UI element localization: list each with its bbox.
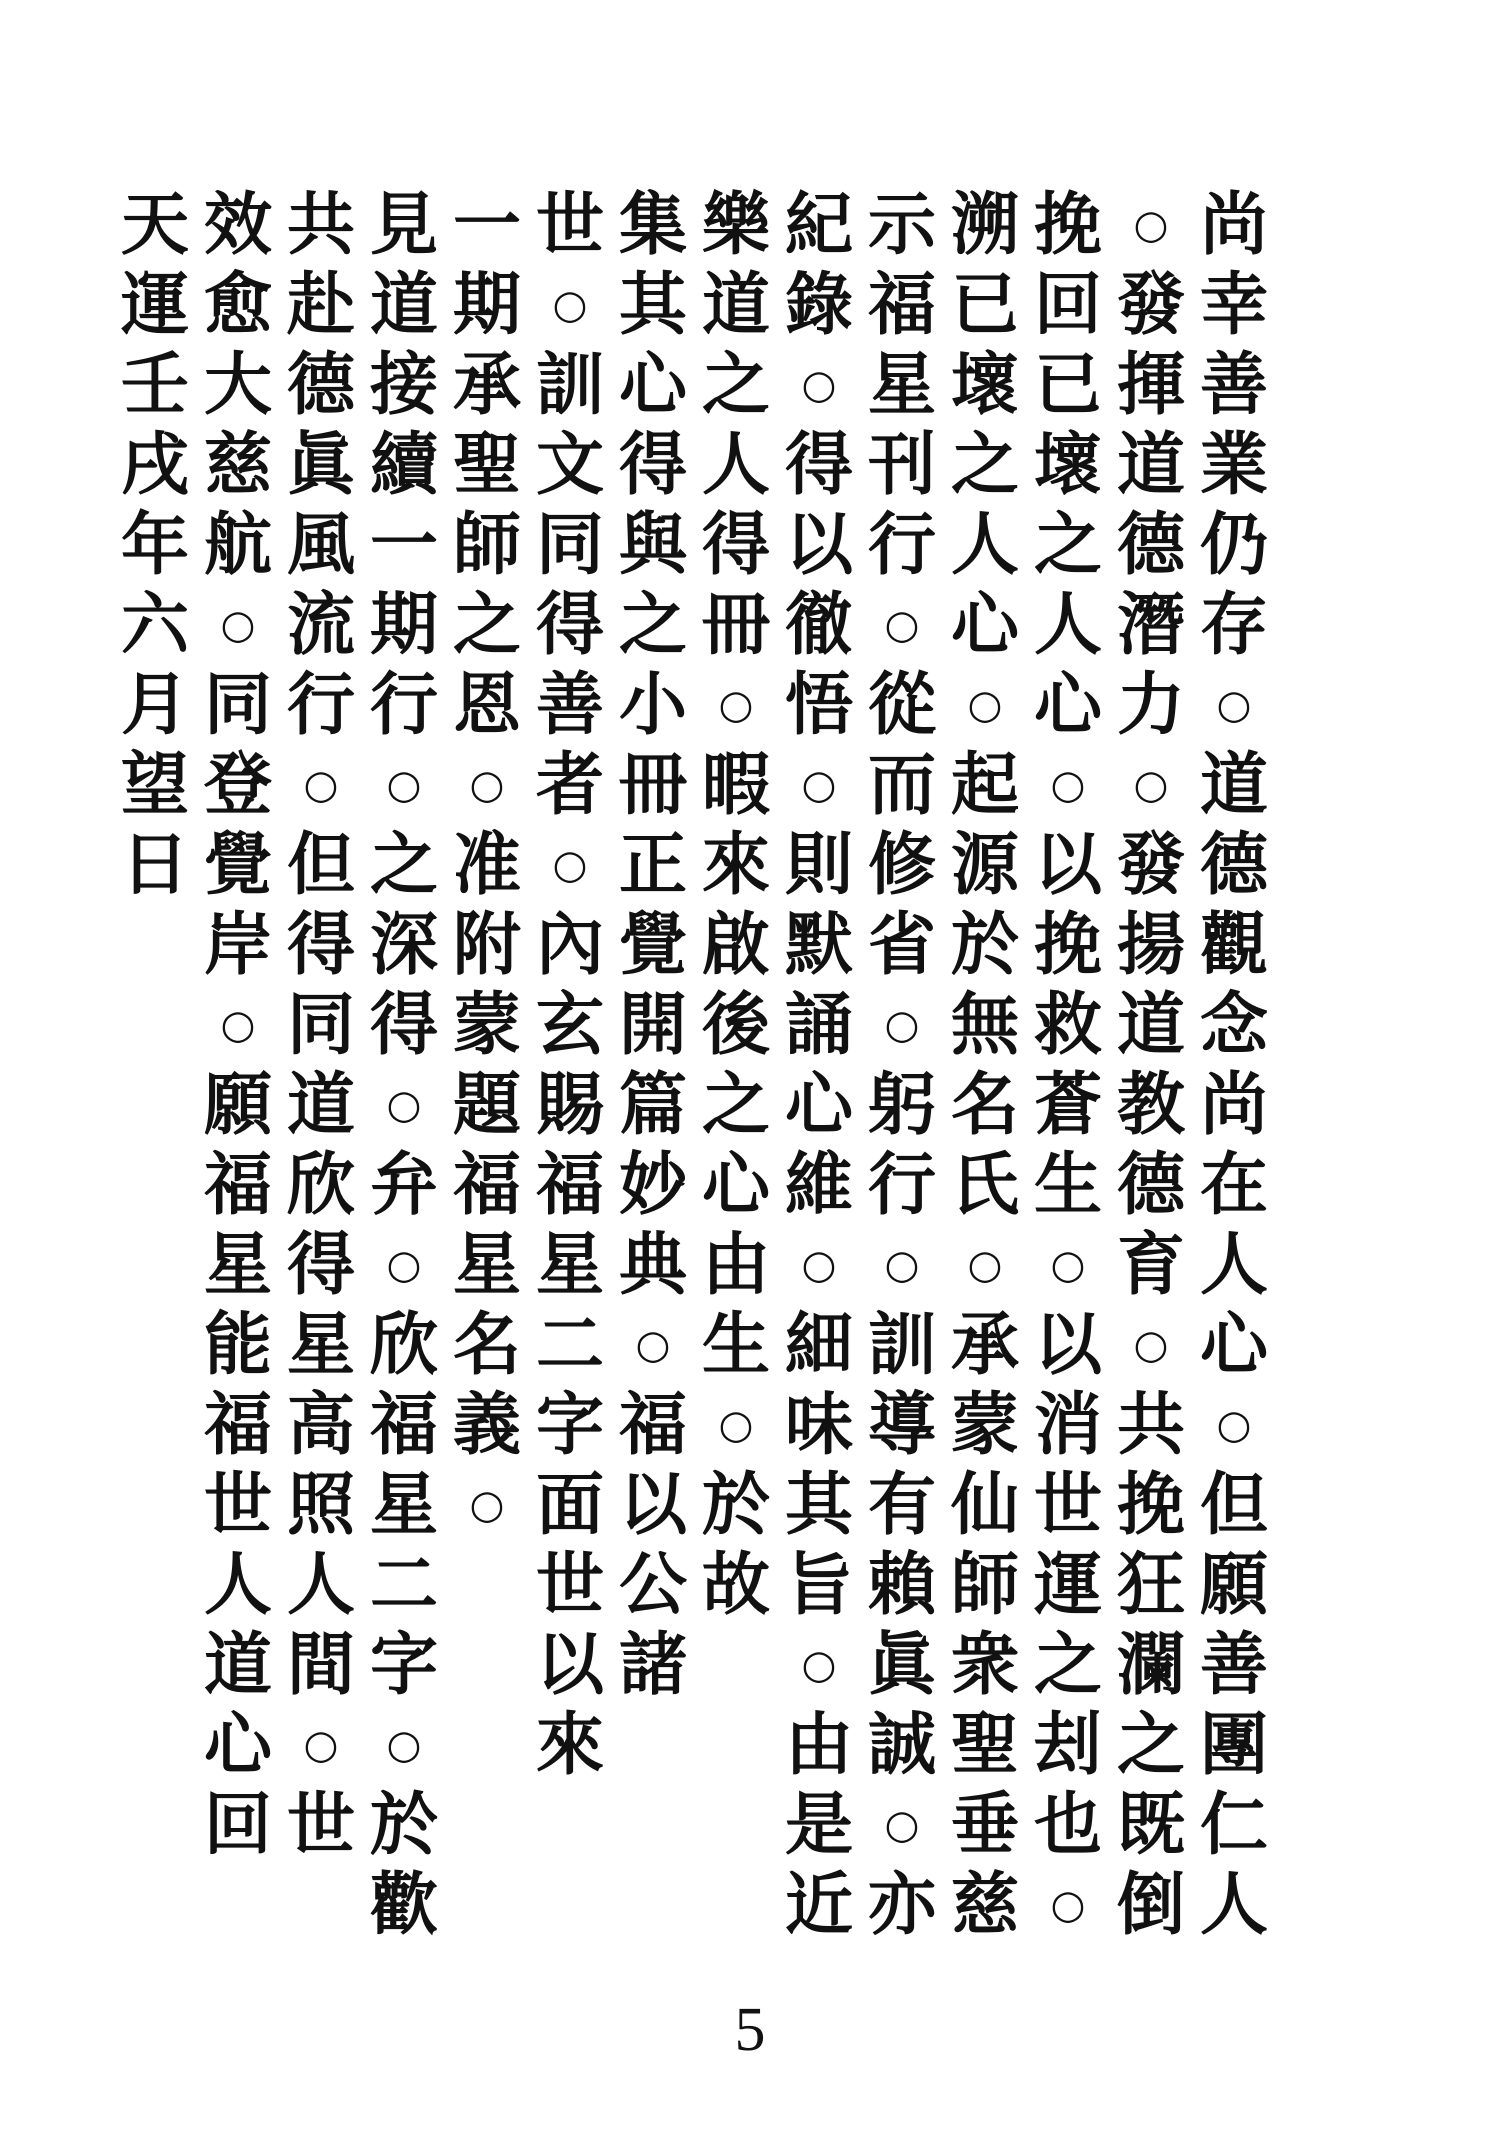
punctuation-circle: ○ xyxy=(220,602,256,648)
punctuation-circle: ○ xyxy=(386,762,422,808)
text-character: 之 xyxy=(701,345,770,425)
text-character: 照 xyxy=(286,1465,355,1545)
text-character: 福 xyxy=(369,1385,438,1465)
text-character: 行 xyxy=(867,505,936,585)
text-character: 倒 xyxy=(1116,1865,1185,1945)
text-character: 業 xyxy=(1199,425,1268,505)
text-character: 開 xyxy=(618,985,687,1065)
text-character: 面 xyxy=(535,1465,604,1545)
text-character: 同 xyxy=(203,665,272,745)
text-character: 但 xyxy=(286,825,355,905)
text-column xyxy=(114,185,196,905)
text-character: 赴 xyxy=(286,265,355,345)
text-character: 以 xyxy=(784,505,853,585)
text-character: 世 xyxy=(535,1545,604,1625)
text-column xyxy=(1193,185,1275,1945)
text-character: 行 xyxy=(286,665,355,745)
text-character: 近 xyxy=(784,1865,853,1945)
text-character: 育 xyxy=(1116,1225,1185,1305)
text-character: 正 xyxy=(618,825,687,905)
text-character: 二 xyxy=(535,1305,604,1385)
text-character: 篇 xyxy=(618,1065,687,1145)
punctuation-circle: ○ xyxy=(801,362,837,408)
text-character: 福 xyxy=(203,1385,272,1465)
text-character: 救 xyxy=(1033,985,1102,1065)
text-character: 星 xyxy=(867,345,936,425)
text-character: 於 xyxy=(950,905,1019,985)
text-character: 由 xyxy=(784,1705,853,1785)
text-character: 師 xyxy=(950,1545,1019,1625)
text-character: 集 xyxy=(618,185,687,265)
text-character: 星 xyxy=(452,1225,521,1305)
text-character: 得 xyxy=(701,505,770,585)
text-character: 風 xyxy=(286,505,355,585)
punctuation-circle: ○ xyxy=(884,1802,920,1848)
text-character: 細 xyxy=(784,1305,853,1385)
text-character: 恩 xyxy=(452,665,521,745)
text-character: 續 xyxy=(369,425,438,505)
punctuation-circle: ○ xyxy=(801,1642,837,1688)
text-character: 狂 xyxy=(1116,1545,1185,1625)
text-character: 世 xyxy=(203,1465,272,1545)
text-character: 回 xyxy=(1033,265,1102,345)
text-character: 修 xyxy=(867,825,936,905)
text-character: 而 xyxy=(867,745,936,825)
text-character: 行 xyxy=(867,1145,936,1225)
text-character: 之 xyxy=(701,1065,770,1145)
text-column xyxy=(529,185,611,1785)
text-column xyxy=(1110,185,1192,1945)
text-character: 亦 xyxy=(867,1865,936,1945)
text-character: 世 xyxy=(286,1785,355,1865)
text-character: 福 xyxy=(203,1145,272,1225)
text-character: 欣 xyxy=(369,1305,438,1385)
text-character: 眞 xyxy=(867,1625,936,1705)
text-character: 德 xyxy=(1116,1145,1185,1225)
text-character: 存 xyxy=(1199,585,1268,665)
text-character: 生 xyxy=(701,1305,770,1385)
punctuation-circle: ○ xyxy=(635,1322,671,1368)
text-character: 深 xyxy=(369,905,438,985)
text-character: 力 xyxy=(1116,665,1185,745)
text-character: 字 xyxy=(535,1385,604,1465)
text-character: 星 xyxy=(203,1225,272,1305)
punctuation-circle: ○ xyxy=(1133,762,1169,808)
text-character: 尚 xyxy=(1199,1065,1268,1145)
text-character: 道 xyxy=(1116,985,1185,1065)
text-character: 刊 xyxy=(867,425,936,505)
text-character: 眞 xyxy=(286,425,355,505)
text-character: 樂 xyxy=(701,185,770,265)
text-character: 願 xyxy=(1199,1545,1268,1625)
text-character: 有 xyxy=(867,1465,936,1545)
text-character: 既 xyxy=(1116,1785,1185,1865)
text-character: 道 xyxy=(701,265,770,345)
text-character: 壬 xyxy=(120,345,189,425)
text-character: 心 xyxy=(618,345,687,425)
text-character: 已 xyxy=(1033,345,1102,425)
text-character: 於 xyxy=(701,1465,770,1545)
text-character: 二 xyxy=(369,1545,438,1625)
text-character: 同 xyxy=(535,505,604,585)
text-character: 接 xyxy=(369,345,438,425)
text-character: 愈 xyxy=(203,265,272,345)
text-character: 歡 xyxy=(369,1865,438,1945)
punctuation-circle: ○ xyxy=(967,682,1003,728)
text-character: 心 xyxy=(950,585,1019,665)
punctuation-circle: ○ xyxy=(386,1722,422,1768)
text-character: 人 xyxy=(286,1545,355,1625)
text-character: 人 xyxy=(1033,585,1102,665)
text-character: 以 xyxy=(535,1625,604,1705)
text-character: 聖 xyxy=(452,425,521,505)
text-character: 其 xyxy=(784,1465,853,1545)
text-character: 是 xyxy=(784,1785,853,1865)
text-character: 承 xyxy=(950,1305,1019,1385)
text-character: 期 xyxy=(369,585,438,665)
text-character: 旨 xyxy=(784,1545,853,1625)
text-character: 道 xyxy=(286,1065,355,1145)
text-character: 蒙 xyxy=(452,985,521,1065)
punctuation-circle: ○ xyxy=(1133,202,1169,248)
text-character: 維 xyxy=(784,1145,853,1225)
text-character: 已 xyxy=(950,265,1019,345)
text-character: 六 xyxy=(120,585,189,665)
text-character: 團 xyxy=(1199,1705,1268,1785)
text-character: 得 xyxy=(784,425,853,505)
text-character: 發 xyxy=(1116,265,1185,345)
text-character: 公 xyxy=(618,1545,687,1625)
text-character: 故 xyxy=(701,1545,770,1625)
text-character: 德 xyxy=(286,345,355,425)
punctuation-circle: ○ xyxy=(801,762,837,808)
text-character: 幸 xyxy=(1199,265,1268,345)
text-character: 由 xyxy=(701,1225,770,1305)
text-character: 仍 xyxy=(1199,505,1268,585)
text-character: 與 xyxy=(618,505,687,585)
punctuation-circle: ○ xyxy=(386,1242,422,1288)
text-character: 之 xyxy=(1033,505,1102,585)
text-character: 福 xyxy=(867,265,936,345)
text-character: 題 xyxy=(452,1065,521,1145)
text-character: 徹 xyxy=(784,585,853,665)
text-character: 省 xyxy=(867,905,936,985)
text-character: 瀾 xyxy=(1116,1625,1185,1705)
text-character: 揚 xyxy=(1116,905,1185,985)
text-character: 義 xyxy=(452,1385,521,1465)
punctuation-circle: ○ xyxy=(967,1242,1003,1288)
text-character: 揮 xyxy=(1116,345,1185,425)
text-character: 准 xyxy=(452,825,521,905)
text-character: 共 xyxy=(286,185,355,265)
text-character: 月 xyxy=(120,665,189,745)
text-character: 在 xyxy=(1199,1145,1268,1225)
punctuation-circle: ○ xyxy=(220,1002,256,1048)
punctuation-circle: ○ xyxy=(386,1082,422,1128)
text-character: 垂 xyxy=(950,1785,1019,1865)
text-character: 消 xyxy=(1033,1385,1102,1465)
text-character: 望 xyxy=(120,745,189,825)
text-character: 來 xyxy=(701,825,770,905)
text-column xyxy=(197,185,279,1865)
text-character: 刦 xyxy=(1033,1705,1102,1785)
text-character: 生 xyxy=(1033,1145,1102,1225)
text-character: 示 xyxy=(867,185,936,265)
text-character: 紀 xyxy=(784,185,853,265)
text-character: 挽 xyxy=(1116,1465,1185,1545)
text-character: 溯 xyxy=(950,185,1019,265)
text-character: 也 xyxy=(1033,1785,1102,1865)
text-character: 賴 xyxy=(867,1545,936,1625)
text-character: 之 xyxy=(950,425,1019,505)
text-column xyxy=(695,185,777,1625)
text-character: 蒙 xyxy=(950,1385,1019,1465)
punctuation-circle: ○ xyxy=(469,762,505,808)
text-character: 其 xyxy=(618,265,687,345)
text-character: 來 xyxy=(535,1705,604,1785)
text-character: 壞 xyxy=(950,345,1019,425)
text-column xyxy=(612,185,694,1705)
text-character: 以 xyxy=(1033,825,1102,905)
text-character: 一 xyxy=(452,185,521,265)
text-character: 之 xyxy=(618,585,687,665)
text-character: 默 xyxy=(784,905,853,985)
text-character: 日 xyxy=(120,825,189,905)
text-column xyxy=(280,185,362,1865)
text-character: 覺 xyxy=(618,905,687,985)
text-character: 衆 xyxy=(950,1625,1019,1705)
text-character: 人 xyxy=(203,1545,272,1625)
text-character: 人 xyxy=(1199,1865,1268,1945)
text-character: 諸 xyxy=(618,1625,687,1705)
text-character: 共 xyxy=(1116,1385,1185,1465)
text-character: 大 xyxy=(203,345,272,425)
text-character: 玄 xyxy=(535,985,604,1065)
text-character: 從 xyxy=(867,665,936,745)
text-character: 挽 xyxy=(1033,185,1102,265)
text-character: 星 xyxy=(535,1225,604,1305)
punctuation-circle: ○ xyxy=(1050,1242,1086,1288)
text-character: 承 xyxy=(452,345,521,425)
text-character: 蒼 xyxy=(1033,1065,1102,1145)
punctuation-circle: ○ xyxy=(884,1242,920,1288)
text-character: 登 xyxy=(203,745,272,825)
punctuation-circle: ○ xyxy=(718,1402,754,1448)
text-character: 啟 xyxy=(701,905,770,985)
text-character: 冊 xyxy=(618,745,687,825)
text-character: 尚 xyxy=(1199,185,1268,265)
text-character: 名 xyxy=(452,1305,521,1385)
text-column xyxy=(861,185,943,1945)
text-character: 之 xyxy=(452,585,521,665)
text-character: 壞 xyxy=(1033,425,1102,505)
punctuation-circle: ○ xyxy=(801,1242,837,1288)
text-character: 道 xyxy=(369,265,438,345)
text-character: 人 xyxy=(1199,1225,1268,1305)
text-character: 文 xyxy=(535,425,604,505)
text-character: 冊 xyxy=(701,585,770,665)
punctuation-circle: ○ xyxy=(884,1002,920,1048)
text-character: 附 xyxy=(452,905,521,985)
text-character: 間 xyxy=(286,1625,355,1705)
text-character: 福 xyxy=(452,1145,521,1225)
punctuation-circle: ○ xyxy=(469,1482,505,1528)
text-character: 潛 xyxy=(1116,585,1185,665)
text-character: 訓 xyxy=(867,1305,936,1385)
text-character: 道 xyxy=(1199,745,1268,825)
text-character: 流 xyxy=(286,585,355,665)
text-character: 戌 xyxy=(120,425,189,505)
text-character: 師 xyxy=(452,505,521,585)
text-character: 錄 xyxy=(784,265,853,345)
text-character: 起 xyxy=(950,745,1019,825)
text-character: 訓 xyxy=(535,345,604,425)
text-character: 源 xyxy=(950,825,1019,905)
text-character: 善 xyxy=(1199,345,1268,425)
text-character: 聖 xyxy=(950,1705,1019,1785)
text-character: 福 xyxy=(618,1385,687,1465)
punctuation-circle: ○ xyxy=(884,602,920,648)
text-character: 回 xyxy=(203,1785,272,1865)
text-character: 心 xyxy=(1199,1305,1268,1385)
text-character: 之 xyxy=(1033,1625,1102,1705)
text-character: 後 xyxy=(701,985,770,1065)
text-character: 無 xyxy=(950,985,1019,1065)
punctuation-circle: ○ xyxy=(1050,1882,1086,1928)
text-character: 氏 xyxy=(950,1145,1019,1225)
text-character: 效 xyxy=(203,185,272,265)
page-number: 5 xyxy=(734,1996,766,2064)
text-character: 期 xyxy=(452,265,521,345)
punctuation-circle: ○ xyxy=(303,762,339,808)
text-character: 心 xyxy=(203,1705,272,1785)
text-character: 仁 xyxy=(1199,1785,1268,1865)
text-column xyxy=(944,185,1026,1945)
text-character: 內 xyxy=(535,905,604,985)
text-character: 字 xyxy=(369,1625,438,1705)
text-character: 人 xyxy=(950,505,1019,585)
text-character: 誦 xyxy=(784,985,853,1065)
text-character: 以 xyxy=(618,1465,687,1545)
text-character: 高 xyxy=(286,1385,355,1465)
text-column xyxy=(446,185,528,1545)
text-character: 心 xyxy=(701,1145,770,1225)
text-character: 世 xyxy=(535,185,604,265)
punctuation-circle: ○ xyxy=(1216,1402,1252,1448)
text-character: 道 xyxy=(1116,425,1185,505)
text-character: 者 xyxy=(535,745,604,825)
text-character: 慈 xyxy=(950,1865,1019,1945)
text-character: 福 xyxy=(535,1145,604,1225)
text-column xyxy=(1027,185,1109,1945)
text-character: 典 xyxy=(618,1225,687,1305)
text-character: 德 xyxy=(1199,825,1268,905)
text-character: 年 xyxy=(120,505,189,585)
text-character: 得 xyxy=(618,425,687,505)
text-character: 善 xyxy=(535,665,604,745)
text-character: 教 xyxy=(1116,1065,1185,1145)
text-character: 於 xyxy=(369,1785,438,1865)
text-character: 慈 xyxy=(203,425,272,505)
text-character: 得 xyxy=(286,905,355,985)
text-character: 同 xyxy=(286,985,355,1065)
text-character: 弁 xyxy=(369,1145,438,1225)
text-character: 名 xyxy=(950,1065,1019,1145)
text-character: 道 xyxy=(203,1625,272,1705)
text-character: 觀 xyxy=(1199,905,1268,985)
text-character: 之 xyxy=(369,825,438,905)
text-character: 運 xyxy=(120,265,189,345)
text-column xyxy=(778,185,860,1945)
text-character: 善 xyxy=(1199,1625,1268,1705)
text-character: 得 xyxy=(369,985,438,1065)
punctuation-circle: ○ xyxy=(1133,1322,1169,1368)
text-character: 岸 xyxy=(203,905,272,985)
punctuation-circle: ○ xyxy=(718,682,754,728)
text-character: 小 xyxy=(618,665,687,745)
text-character: 以 xyxy=(1033,1305,1102,1385)
text-character: 行 xyxy=(369,665,438,745)
text-character: 航 xyxy=(203,505,272,585)
text-character: 德 xyxy=(1116,505,1185,585)
text-character: 覺 xyxy=(203,825,272,905)
text-character: 仙 xyxy=(950,1465,1019,1545)
punctuation-circle: ○ xyxy=(1216,682,1252,728)
text-character: 世 xyxy=(1033,1465,1102,1545)
text-character: 星 xyxy=(286,1305,355,1385)
text-character: 得 xyxy=(535,585,604,665)
text-character: 妙 xyxy=(618,1145,687,1225)
text-character: 悟 xyxy=(784,665,853,745)
text-character: 得 xyxy=(286,1225,355,1305)
text-character: 願 xyxy=(203,1065,272,1145)
text-character: 但 xyxy=(1199,1465,1268,1545)
text-character: 心 xyxy=(784,1065,853,1145)
text-character: 運 xyxy=(1033,1545,1102,1625)
text-character: 則 xyxy=(784,825,853,905)
text-character: 暇 xyxy=(701,745,770,825)
text-character: 味 xyxy=(784,1385,853,1465)
text-character: 誠 xyxy=(867,1705,936,1785)
text-character: 星 xyxy=(369,1465,438,1545)
text-character: 人 xyxy=(701,425,770,505)
text-character: 挽 xyxy=(1033,905,1102,985)
punctuation-circle: ○ xyxy=(1050,762,1086,808)
text-character: 能 xyxy=(203,1305,272,1385)
text-character: 念 xyxy=(1199,985,1268,1065)
text-character: 發 xyxy=(1116,825,1185,905)
text-character: 賜 xyxy=(535,1065,604,1145)
punctuation-circle: ○ xyxy=(552,842,588,888)
text-character: 心 xyxy=(1033,665,1102,745)
text-character: 欣 xyxy=(286,1145,355,1225)
text-character: 見 xyxy=(369,185,438,265)
text-character: 躬 xyxy=(867,1065,936,1145)
text-character: 之 xyxy=(1116,1705,1185,1785)
text-column xyxy=(363,185,445,1945)
text-character: 天 xyxy=(120,185,189,265)
punctuation-circle: ○ xyxy=(303,1722,339,1768)
text-character: 一 xyxy=(369,505,438,585)
punctuation-circle: ○ xyxy=(552,282,588,328)
text-character: 導 xyxy=(867,1385,936,1465)
